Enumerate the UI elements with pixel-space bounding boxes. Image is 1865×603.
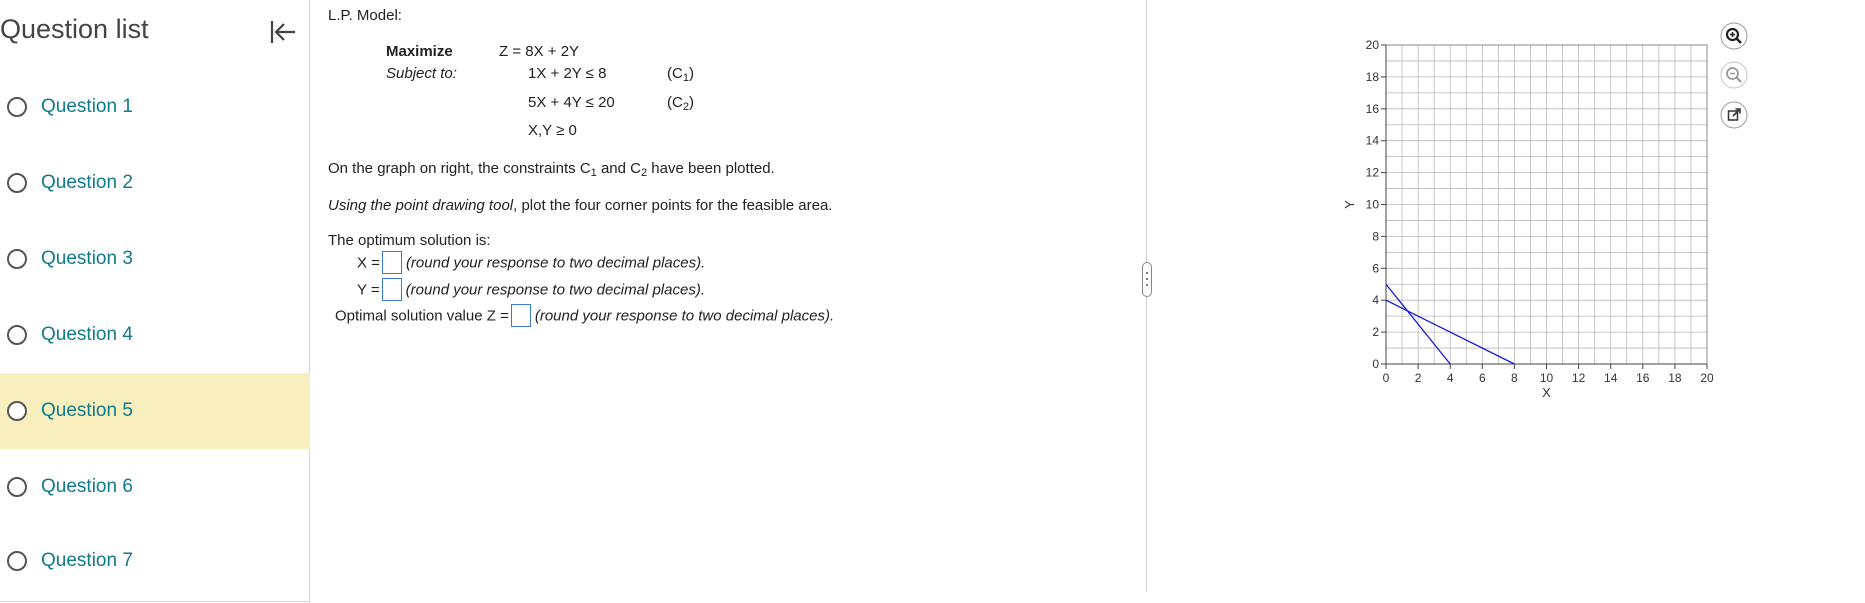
x-answer-input[interactable]	[382, 251, 402, 274]
pane-resize-handle[interactable]	[1142, 262, 1152, 297]
x-tick-label: 4	[1446, 371, 1454, 385]
question-item-label: Question 3	[41, 248, 133, 269]
question-status-radio	[7, 401, 27, 421]
plotted-text-2: and C	[596, 160, 641, 177]
y-tick-label: 0	[1372, 357, 1379, 371]
y-tick-label: 2	[1372, 325, 1379, 340]
sidebar-header	[0, 0, 310, 64]
y-answer-input[interactable]	[382, 278, 402, 301]
question-list-sidebar	[0, 0, 310, 603]
y-tick-label: 8	[1372, 229, 1379, 244]
question-status-radio	[7, 551, 27, 571]
question-status-radio	[7, 325, 27, 345]
plotted-text-1: On the graph on right, the constraints C	[328, 160, 591, 177]
collapse-sidebar-button[interactable]	[266, 16, 298, 48]
x-tick-label: 10	[1539, 371, 1554, 385]
objective-function: Z = 8X + 2Y	[499, 43, 580, 60]
y-tick-label: 14	[1365, 133, 1379, 148]
question-item-label: Question 6	[41, 476, 133, 497]
question-item-6[interactable]	[0, 449, 310, 525]
constraint-1-tag-close: )	[688, 65, 694, 82]
maximize-label: Maximize	[386, 43, 453, 60]
question-item-1[interactable]	[0, 69, 310, 145]
plotted-sub-1: 1	[590, 167, 597, 179]
question-item-4[interactable]	[0, 297, 310, 373]
plotted-text-3: have been plotted.	[647, 160, 775, 177]
subject-to-label: Subject to:	[386, 65, 457, 82]
optimum-solution-label: The optimum solution is:	[328, 232, 491, 249]
instruction-rest: , plot the four corner points for the feasible area.	[513, 197, 833, 214]
constraint-1: 1X + 2Y ≤ 8	[528, 65, 607, 82]
zoom-out-icon	[1720, 61, 1748, 89]
x-axis-label: X	[1542, 385, 1551, 400]
z-answer-row	[335, 306, 834, 327]
constraint-2-tag-open: (C	[667, 94, 683, 111]
x-tick-label: 6	[1478, 371, 1486, 385]
z-answer-input[interactable]	[511, 304, 531, 327]
constraint-2: 5X + 4Y ≤ 20	[528, 94, 615, 111]
question-item-label: Question 2	[41, 172, 133, 193]
question-item-label: Question 5	[41, 400, 133, 421]
x-answer-label: X =	[357, 254, 380, 272]
y-tick-label: 12	[1365, 165, 1379, 180]
popout-icon	[1720, 101, 1748, 129]
question-status-radio	[7, 477, 27, 497]
x-tick-label: 12	[1571, 371, 1586, 385]
constraint-2-tag-close: )	[688, 94, 694, 111]
x-tick-label: 14	[1604, 371, 1618, 385]
x-tick-label: 16	[1636, 371, 1650, 385]
y-answer-hint: (round your response to two decimal places).	[405, 281, 705, 299]
z-answer-label: Optimal solution value Z =	[335, 307, 509, 325]
y-tick-label: 10	[1365, 197, 1379, 212]
x-answer-row	[357, 253, 705, 274]
y-axis-label: Y	[1342, 200, 1357, 209]
zoom-out-button[interactable]	[1720, 61, 1748, 89]
graph-area[interactable]	[1330, 30, 1730, 410]
question-item-label: Question 1	[41, 96, 133, 117]
y-tick-label: 16	[1365, 101, 1379, 116]
instruction-text	[328, 197, 832, 214]
question-content	[310, 0, 1146, 603]
collapse-left-icon	[266, 16, 298, 48]
sidebar-divider	[0, 601, 310, 602]
y-tick-label: 20	[1365, 38, 1379, 52]
question-status-radio	[7, 97, 27, 117]
plotted-sub-2: 2	[640, 167, 648, 179]
y-tick-label: 6	[1372, 261, 1379, 276]
zoom-in-button[interactable]	[1720, 22, 1748, 50]
x-tick-label: 2	[1414, 371, 1422, 385]
y-tick-label: 18	[1365, 69, 1379, 84]
model-title: L.P. Model:	[328, 7, 402, 24]
constraint-2-tag-sub: 2	[682, 101, 689, 113]
x-answer-hint: (round your response to two decimal places).	[405, 254, 706, 272]
question-status-radio	[7, 173, 27, 193]
plotted-constraints-text	[328, 160, 775, 177]
y-answer-row	[357, 280, 705, 301]
zoom-in-icon	[1720, 22, 1748, 50]
y-tick-label: 4	[1372, 293, 1379, 308]
y-answer-label: Y =	[357, 281, 380, 299]
x-tick-label: 0	[1382, 371, 1390, 385]
x-tick-label: 8	[1511, 371, 1518, 385]
question-item-7[interactable]	[0, 523, 310, 599]
question-item-3[interactable]	[0, 221, 310, 297]
question-item-label: Question 4	[41, 324, 133, 345]
question-item-label: Question 7	[41, 550, 133, 571]
constraint-1-tag	[667, 65, 694, 82]
x-tick-label: 20	[1700, 371, 1714, 385]
question-item-5[interactable]	[0, 373, 310, 449]
popout-button[interactable]	[1720, 101, 1748, 129]
z-answer-hint: (round your response to two decimal places).	[534, 307, 835, 325]
constraint-1-tag-open: (C	[667, 65, 683, 82]
x-tick-label: 18	[1668, 371, 1682, 385]
sidebar-title: Question list	[0, 14, 149, 44]
non-negativity-constraint: X,Y ≥ 0	[528, 122, 577, 139]
instruction-tool-name: Using the point drawing tool	[328, 197, 514, 214]
question-item-2[interactable]	[0, 145, 310, 221]
question-status-radio	[7, 249, 27, 269]
constraint-2-tag	[667, 94, 694, 111]
constraint-graph[interactable]	[1330, 30, 1730, 410]
constraint-1-tag-sub: 1	[682, 72, 689, 84]
